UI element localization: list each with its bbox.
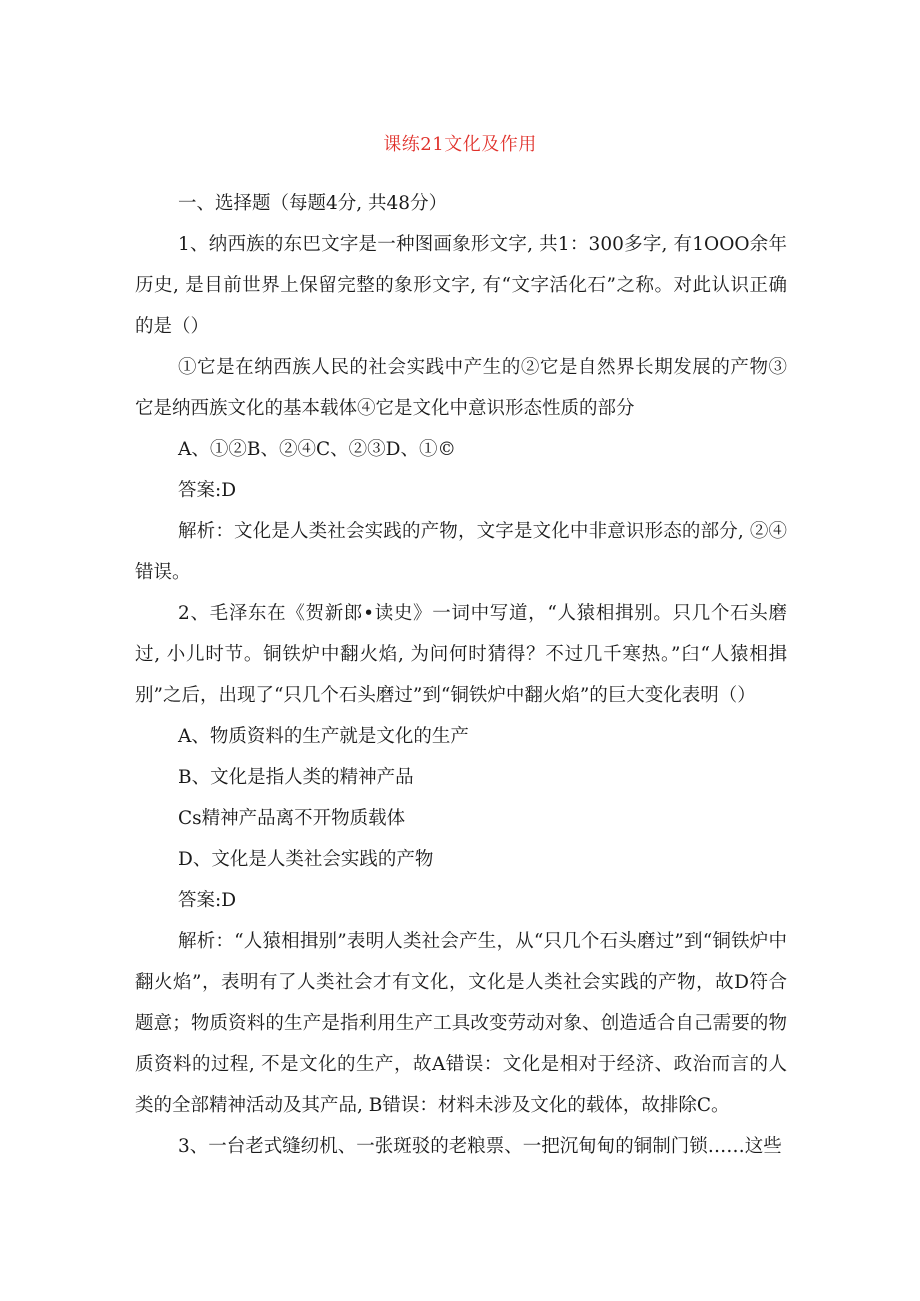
question-1-statements: ①它是在纳西族人民的社会实践中产生的②它是自然界长期发展的产物③它是纳西族文化的基本载体④它是文化中意识形态性质的部分 <box>135 357 787 419</box>
question-2-option-a: A、物质资料的生产就是文化的生产 <box>178 726 469 747</box>
question-1-stem: 1、纳西族的东巴文字是一种图画象形文字, 共1：300多字, 有1OOO余年历史, 是目前世界上保留完整的象形文字, 有“文字活化石”之称。对此认识正确的是（） <box>135 234 787 337</box>
document-body <box>135 183 787 1167</box>
page-title: 课练21文化及作用 <box>383 134 537 155</box>
question-2-answer: 答案:D <box>178 890 237 911</box>
question-1-analysis: 解析：文化是人类社会实践的产物，文字是文化中非意识形态的部分, ②④错误。 <box>135 521 787 583</box>
question-2-stem: 2、毛泽东在《贺新郎•读史》一词中写道，“人猿相揖别。只几个石头磨过, 小儿时节。铜铁炉中翻火焰, 为问何时猜得？不过几千寒热。”臼“人猿相揖别”之后，出现了“只几个石头磨过”到“铜铁炉中翻火焰”的巨大变化表明（） <box>135 603 787 706</box>
question-1-options: A、①②B、②④C、②③D、①© <box>178 439 456 460</box>
question-1-answer: 答案:D <box>178 480 237 501</box>
question-2-analysis: 解析：“人猿相揖别”表明人类社会产生，从“只几个石头磨过”到“铜铁炉中翻火焰”，表明有了人类社会才有文化，文化是人类社会实践的产物，故D符合题意；物质资料的生产是指利用生产工具改变劳动对象、创造适合自己需要的物质资料的过程, 不是文化的生产，故A错误：文化是相对于经济、政治而言的人类的全部精神活动及其产品, B错误：材料未涉及文化的载体，故排除C。 <box>135 931 787 1116</box>
question-2-option-c: Cs精神产品离不开物质载体 <box>178 808 406 829</box>
question-3-stem: 3、一台老式缝纫机、一张斑驳的老粮票、一把沉甸甸的铜制门锁……这些 <box>178 1136 782 1157</box>
question-2-option-b: B、文化是指人类的精神产品 <box>178 767 414 788</box>
question-2-option-d: D、文化是人类社会实践的产物 <box>178 849 434 870</box>
section-header: 一、选择题（每题4分, 共48分） <box>178 193 448 214</box>
